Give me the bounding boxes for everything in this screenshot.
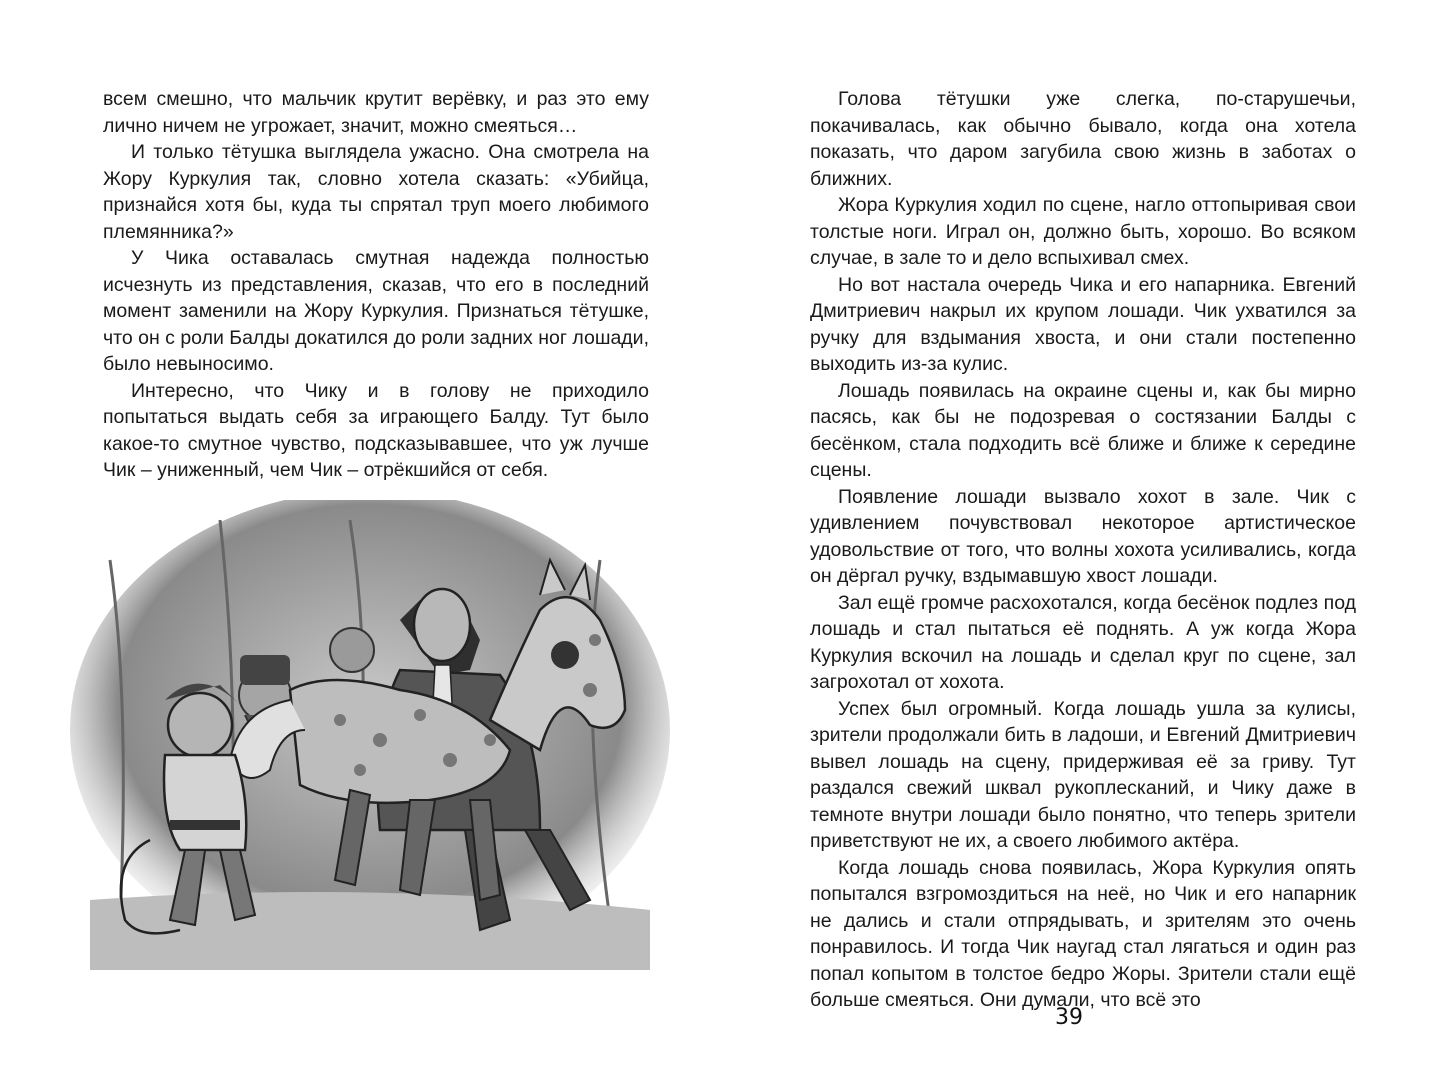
paragraph: Жора Куркулия ходил по сцене, нагло оттопыривая свои толстые ноги. Играл он, должно быть, хорошо. Во всяком случае, в зале то и дело вспыхивал смех. [810,194,1356,269]
paragraph: всем смешно, что мальчик крутит верёвку, и раз это ему лично ничем не угрожает, значит, можно смеяться… [103,88,649,137]
page-number: 39 [1055,1005,1083,1030]
paragraph: Лошадь появилась на окраине сцены и, как бы мирно пасясь, как бы не подозревая о состязании Балды с бесёнком, стала подходить всё ближе и ближе к середине сцены. [810,379,1356,481]
paragraph: У Чика оставалась смутная надежда полностью исчезнуть из представления, сказав, что его в последний момент заменили на Жору Куркулия. Признаться тётушке, что он с роли Балды докатился до роли задних ног лошади, было невыносимо. [103,247,649,375]
paragraph: И только тётушка выглядела ужасно. Она смотрела на Жору Куркулия так, словно хотела сказать: «Убийца, признайся хотя бы, куда ты спрятал труп моего любимого племянника?» [103,141,649,243]
paragraph: Зал ещё громче расхохотался, когда бесёнок подлез под лошадь и стал пытаться её поднять. А уж когда Жора Куркулия вскочил на лошадь и сделал круг по сцене, зал загрохотал от хохота. [810,591,1356,693]
paragraph: Успех был огромный. Когда лошадь ушла за кулисы, зрители продолжали бить в ладоши, и Евгений Дмитриевич вывел лошадь на сцену, придерживая её за гриву. Тут раздался свежий шквал рукоплесканий, и Чику даже в темноте внутри лошади было понятно, что теперь зрители приветствуют не их, а своего любимого актёра. [810,697,1356,852]
illustration-horse-scene [70,500,670,970]
paragraph: Интересно, что Чику и в голову не приходило попытаться выдать себя за играющего Балду. Тут было какое-то смутное чувство, подсказывавшее, что уж лучше Чик – униженный, чем Чик – отрёкшийся от себя. [103,379,649,481]
paragraph: Появление лошади вызвало хохот в зале. Чик с удивлением почувствовал некоторое артистическое удовольствие от того, что волны хохота усиливались, когда он дёргал ручку, вздымавшую хвост лошади. [810,485,1356,587]
right-page [720,0,1440,1080]
paragraph: Но вот настала очередь Чика и его напарника. Евгений Дмитриевич накрыл их крупом лошади. Чик ухватился за ручку для вздымания хвоста, и они стали постепенно выходить из-за кулис. [810,273,1356,375]
left-page-text [103,86,649,484]
paragraph: Голова тётушки уже слегка, по-старушечьи, покачивалась, как обычно бывало, когда она хотела показать, что даром загубила свою жизнь в заботах о ближних. [810,88,1356,190]
paragraph: Когда лошадь снова появилась, Жора Куркулия опять попытался взгромоздиться на неё, но Чик и его напарник не дались и стали отпрядывать, и зрителям это очень понравилось. И тогда Чик наугад стал лягаться и один раз попал копытом в толстое бедро Жоры. Зрители стали ещё больше смеяться. Они думали, что всё это [810,856,1356,1011]
right-page-text [810,86,1356,1014]
